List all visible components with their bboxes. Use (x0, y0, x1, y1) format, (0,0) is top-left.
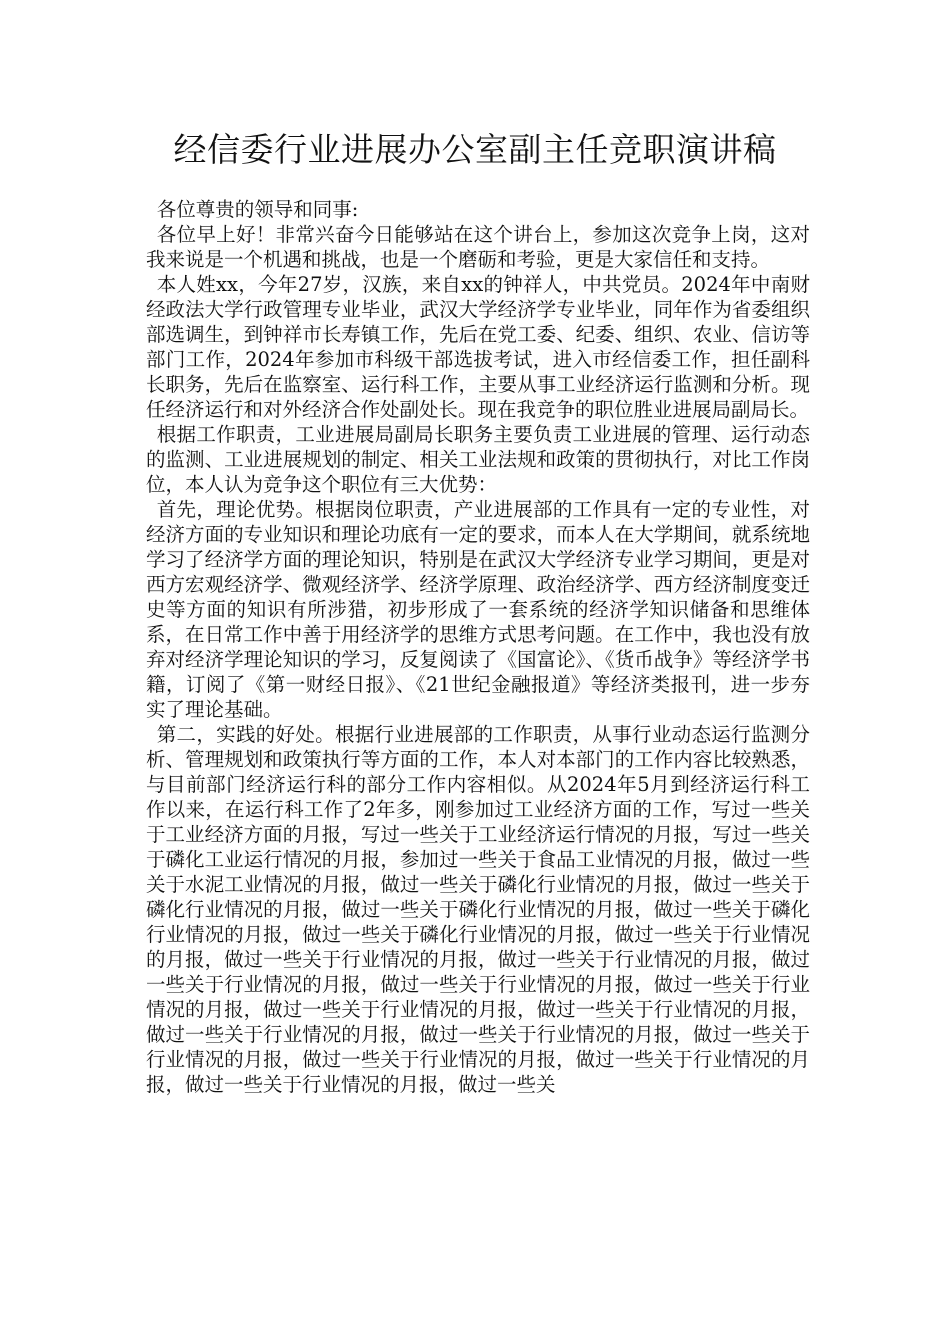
theory-advantage-paragraph: 首先，理论优势。根据岗位职责，产业进展部的工作具有一定的专业性，对经济方面的专业知识和理论功底有一定的要求，而本人在大学期间，就系统地学习了经济学方面的理论知识，特别是在武汉大学经济专业学习期间，更是对西方宏观经济学、微观经济学、经济学原理、政治经济学、西方经济制度变迁史等方面的知识有所涉猎，初步形成了一套系统的经济学知识储备和思维体系，在日常工作中善于用经济学的思维方式思考问题。在工作中，我也没有放弃对经济学理论知识的学习，反复阅读了《国富论》、《货币战争》等经济学书籍，订阅了《第一财经日报》、《21世纪金融报道》等经济类报刊，进一步夯实了理论基础。 (146, 498, 810, 721)
practice-advantage-paragraph: 第二，实践的好处。根据行业进展部的工作职责，从事行业动态运行监测分析、管理规划和政策执行等方面的工作，本人对本部门的工作内容比较熟悉，与目前部门经济运行科的部分工作内容相似。从2024年5月到经济运行科工作以来，在运行科工作了2年多，刚参加过工业经济方面的工作，写过一些关于工业经济方面的月报，写过一些关于工业经济运行情况的月报，写过一些关于磷化工业运行情况的月报，参加过一些关于食品工业情况的月报，做过一些关于水泥工业情况的月报，做过一些关于磷化行业情况的月报，做过一些关于磷化行业情况的月报，做过一些关于磷化行业情况的月报，做过一些关于磷化行业情况的月报，做过一些关于磷化行业情况的月报，做过一些关于行业情况的月报，做过一些关于行业情况的月报，做过一些关于行业情况的月报，做过一些关于行业情况的月报，做过一些关于行业情况的月报，做过一些关于行业情况的月报，做过一些关于行业情况的月报，做过一些关于行业情况的月报，做过一些关于行业情况的月报，做过一些关于行业情况的月报，做过一些关于行业情况的月报，做过一些关于行业情况的月报，做过一些关于行业情况的月报，做过一些关于行业情况的月报，做过一些关 (146, 723, 810, 1096)
self-introduction-paragraph: 本人姓xx，今年27岁，汉族，来自xx的钟祥人，中共党员。2024年中南财经政法大学行政管理专业毕业，武汉大学经济学专业毕业，同年作为省委组织部选调生，到钟祥市长寿镇工作，先后在党工委、纪委、组织、农业、信访等部门工作，2024年参加市科级干部选拔考试，进入市经信委工作，担任副科长职务，先后在监察室、运行科工作，主要从事工业经济运行监测和分析。现任经济运行和对外经济合作处副处长。现在我竞争的职位胜业进展局副局长。 (146, 273, 810, 421)
document-title: 经信委行业进展办公室副主任竞职演讲稿 (173, 130, 777, 169)
greeting-paragraph: 各位早上好！非常兴奋今日能够站在这个讲台上，参加这次竞争上岗，这对我来说是一个机遇和挑战，也是一个磨砺和考验，更是大家信任和支持。 (146, 223, 810, 271)
salutation-paragraph: 各位尊贵的领导和同事: (156, 198, 359, 221)
job-duties-paragraph: 根据工作职责，工业进展局副局长职务主要负责工业进展的管理、运行动态的监测、工业进展规划的制定、相关工业法规和政策的贯彻执行，对比工作岗位，本人认为竞争这个职位有三大优势： (146, 423, 810, 496)
document-body (146, 197, 810, 1097)
